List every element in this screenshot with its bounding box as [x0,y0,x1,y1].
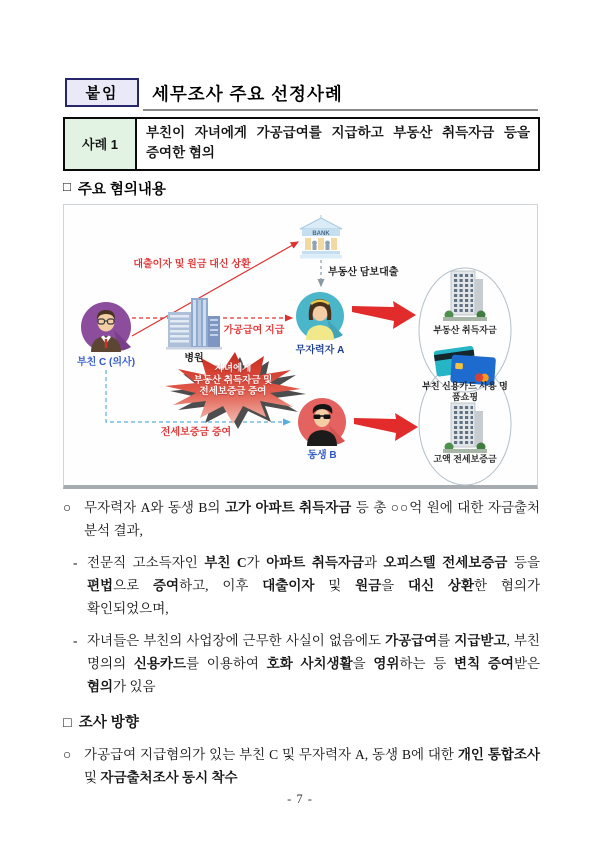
suspicion-diagram [63,204,538,489]
daughter-label: 무자력자 A [295,345,345,356]
body-text [63,496,540,798]
suspicion-heading [63,178,166,199]
daughter-avatar [296,292,344,340]
bullet-children-salary [63,629,540,698]
bullet-funds-analysis [63,496,540,542]
dash-bullet-icon: - [73,633,78,648]
direction-heading-text: 조사 방향 [78,715,139,731]
circle-bullet-icon: ○ [63,500,72,515]
bullet-investigation-plan [63,743,540,789]
father-avatar [81,302,131,352]
page-title: 세무조사 주요 선정사례 [152,84,343,104]
circle-bullet-icon: ○ [63,747,72,762]
attachment-badge-label: 붙임 [85,85,119,102]
dash-bullet-icon: - [73,555,78,570]
bullet-funds-analysis-text: 무자력자 A와 동생 B의 고가 아파트 취득자금 등 총 ○○억 원에 대한 자금출처 분석 결과, [84,500,540,538]
page-number: - 7 - [287,792,313,806]
starburst-text: 자녀에게 부동산 취득자금 및 전세보증금 증여 [193,363,273,397]
case-1-table [63,117,540,171]
attachment-badge [65,78,139,107]
result-bottom-label: 고액 전세보증금 [433,454,497,464]
bank-icon [298,215,344,261]
brother-label: 동생 B [307,450,337,461]
bullet-father-gift-text: 전문직 고소득자인 부친 C가 아파트 취득자금과 오피스텔 전세보증금 등을 편법으로 증여하고, 이후 대출이자 및 원금을 대신 상환한 혐의가 확인되었으며, [87,555,540,616]
thick-arrow-daughter [352,301,416,329]
mortgage-edge-label: 부동산 담보대출 [328,267,399,278]
father-label: 부친 C (의사) [76,357,136,368]
result-top-label: 부동산 취득자금 [433,325,497,335]
bullet-father-gift [63,551,540,620]
result-card-label: 부친 신용카드 사용 명품쇼핑 [422,381,508,403]
jeonse-gift-edge-label: 전세보증금 증여 [160,427,232,438]
case-1-title: 부친이 자녀에게 가공급여를 지급하고 부동산 취득자금 등을 증여한 혐의 [146,125,530,161]
square-bullet-icon: □ [63,179,71,194]
hospital-label: 병원 [184,353,204,364]
case-1-label: 사례 1 [65,119,137,169]
bullet-children-salary-text: 자녀들은 부친의 사업장에 근무한 사실이 없음에도 가공급여를 지급받고, 부친 명의의 신용카드를 이용하여 호화 사치생활을 영위하는 등 변칙 증여받은 혐의가 있음 [87,633,541,694]
hospital-icon [164,296,224,350]
repay-edge-label: 대출이자 및 원금 대신 상환 [133,259,251,270]
brother-avatar [298,398,346,446]
suspicion-heading-text: 주요 혐의내용 [77,182,166,198]
apartment-top-icon [443,269,487,323]
bullet-investigation-plan-text: 가공급여 지급혐의가 있는 부친 C 및 무자력자 A, 동생 B에 대한 개인 통합조사 및 자금출처조사 동시 착수 [84,747,540,785]
title-divider [143,109,538,111]
apartment-bottom-icon [443,401,487,455]
svg-text:BANK: BANK [312,231,330,237]
square-bullet-icon: □ [63,715,72,731]
direction-heading [63,712,540,735]
fake-salary-edge-label: 가공급여 지급 [223,325,285,336]
thick-arrow-brother [354,413,418,441]
